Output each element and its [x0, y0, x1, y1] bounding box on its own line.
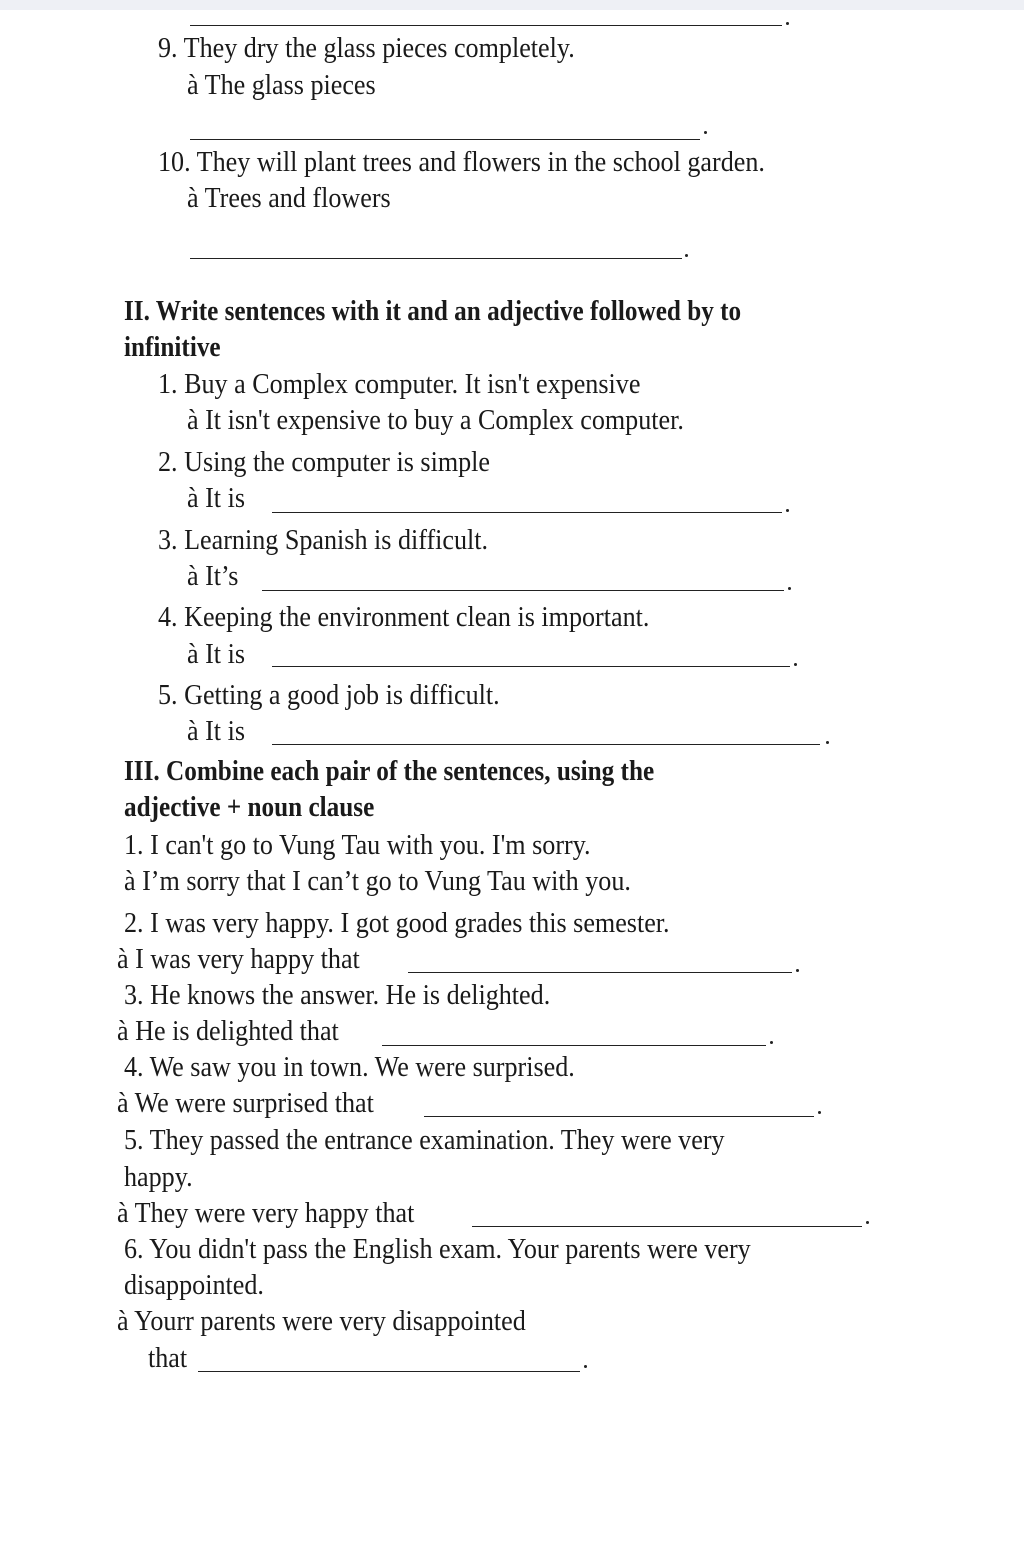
answer-blank[interactable]	[198, 1371, 580, 1372]
period-mark	[796, 969, 799, 972]
example-answer: à It isn't expensive to buy a Complex computer.	[187, 404, 684, 436]
exercise-item-continued: disappointed.	[124, 1269, 264, 1301]
period-mark	[770, 1041, 773, 1044]
answer-blank[interactable]	[190, 25, 782, 26]
section-heading: III. Combine each pair of the sentences, using the	[124, 756, 655, 787]
answer-prompt: à It’s	[187, 560, 239, 592]
answer-blank[interactable]	[190, 139, 700, 140]
answer-blank[interactable]	[272, 744, 820, 745]
exercise-item: 4. We saw you in town. We were surprised.	[124, 1051, 575, 1083]
exercise-item: 1. Buy a Complex computer. It isn't expensive	[158, 368, 641, 400]
answer-prompt: à It is	[187, 715, 245, 747]
exercise-item: 5. Getting a good job is difficult.	[158, 679, 500, 711]
exercise-item: 4. Keeping the environment clean is important.	[158, 601, 650, 633]
period-mark	[786, 509, 789, 512]
answer-blank[interactable]	[472, 1226, 862, 1227]
top-band	[0, 0, 1024, 10]
section-heading: II. Write sentences with it and an adjective followed by to	[124, 296, 742, 327]
exercise-item: 2. I was very happy. I got good grades this semester.	[124, 907, 670, 939]
section-heading-continued: adjective + noun clause	[124, 792, 375, 823]
period-mark	[584, 1365, 587, 1368]
exercise-item: 5. They passed the entrance examination. They were very	[124, 1124, 725, 1156]
period-mark	[788, 587, 791, 590]
answer-blank[interactable]	[408, 972, 792, 973]
period-mark	[685, 254, 688, 257]
section-heading-continued: infinitive	[124, 332, 221, 363]
answer-blank[interactable]	[262, 590, 784, 591]
answer-prompt: à It is	[187, 482, 245, 514]
exercise-item: 9. They dry the glass pieces completely.	[158, 32, 575, 64]
answer-prompt: à It is	[187, 638, 245, 670]
answer-blank[interactable]	[382, 1045, 766, 1046]
period-mark	[866, 1221, 869, 1224]
period-mark	[704, 131, 707, 134]
answer-prompt: à Yourr parents were very disappointed	[117, 1305, 526, 1337]
answer-blank[interactable]	[272, 512, 782, 513]
exercise-item: 3. Learning Spanish is difficult.	[158, 524, 489, 556]
exercise-item: 3. He knows the answer. He is delighted.	[124, 979, 551, 1011]
answer-prompt: à I was very happy that	[117, 943, 360, 975]
answer-blank[interactable]	[424, 1116, 814, 1117]
exercise-item: 6. You didn't pass the English exam. Your parents were very	[124, 1233, 751, 1265]
exercise-item: 1. I can't go to Vung Tau with you. I'm sorry.	[124, 829, 591, 861]
answer-blank[interactable]	[272, 666, 790, 667]
period-mark	[786, 22, 789, 25]
answer-prompt: à Trees and flowers	[187, 182, 391, 214]
answer-prompt: à The glass pieces	[187, 69, 376, 101]
answer-prompt-continued: that	[148, 1342, 188, 1374]
exercise-item: 10. They will plant trees and flowers in the school garden.	[158, 146, 765, 178]
answer-blank[interactable]	[190, 258, 682, 259]
period-mark	[794, 663, 797, 666]
example-answer: à I’m sorry that I can’t go to Vung Tau with you.	[124, 865, 631, 897]
answer-prompt: à He is delighted that	[117, 1015, 339, 1047]
exercise-item-continued: happy.	[124, 1161, 193, 1193]
answer-prompt: à They were very happy that	[117, 1197, 415, 1229]
period-mark	[826, 741, 829, 744]
answer-prompt: à We were surprised that	[117, 1087, 374, 1119]
period-mark	[818, 1111, 821, 1114]
exercise-item: 2. Using the computer is simple	[158, 446, 491, 478]
